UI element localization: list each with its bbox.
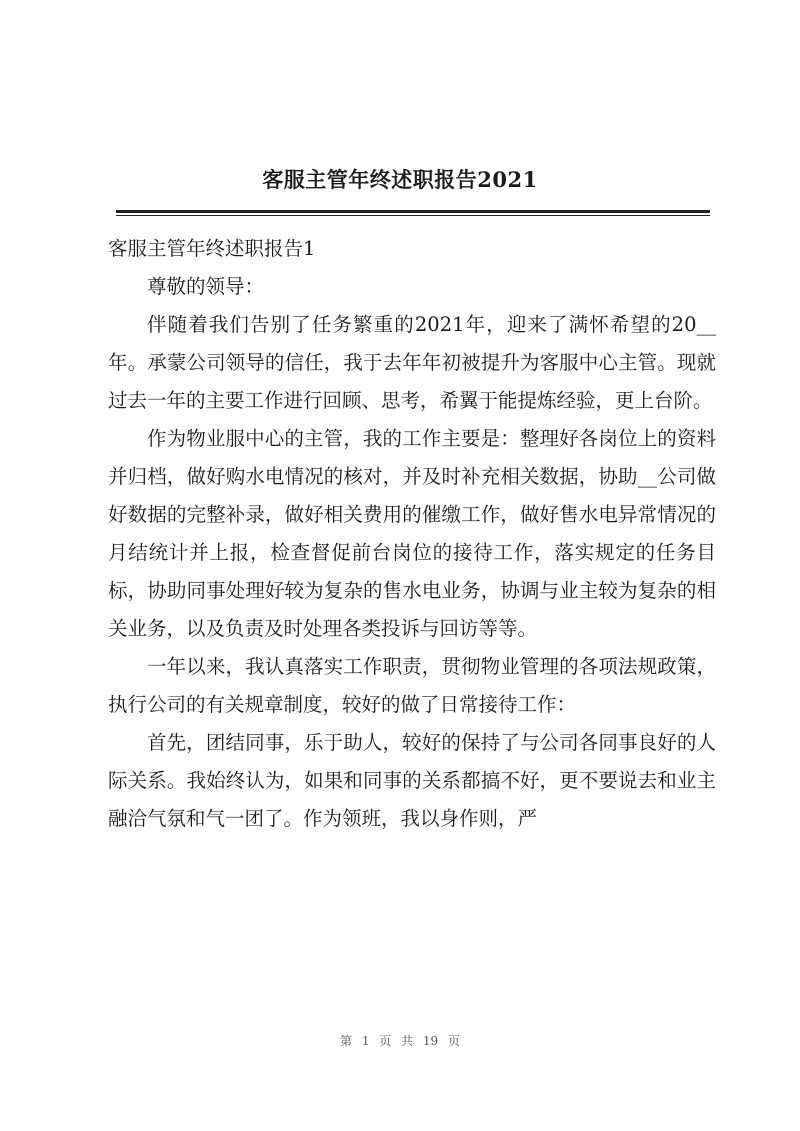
paragraph-3: 一年以来，我认真落实工作职责，贯彻物业管理的各项法规政策，执行公司的有关规章制度，较好的做了日常接待工作： — [108, 655, 716, 716]
page-number: 第 1 页 共 19 页 — [340, 1034, 460, 1048]
paragraph-2: 作为物业服中心的主管，我的工作主要是：整理好各岗位上的资料并归档，做好购水电情况的核对，并及时补充相关数据，协助__公司做好数据的完整补录，做好相关费用的催缴工作，做好售水电异常情况的月结统计并上报，检查督促前台岗位的接待工作，落实规定的任务目标，协助同事处理好较为复杂的售水电业务，协调与业主较为复杂的相关业务，以及负责及时处理各类投诉与回访等等。 — [108, 427, 716, 640]
title-divider-thin — [116, 215, 710, 216]
title-divider-thick — [116, 210, 710, 213]
section-heading: 客服主管年终述职报告1 — [108, 237, 316, 260]
document-body — [108, 230, 716, 838]
paragraph-4: 首先，团结同事，乐于助人，较好的保持了与公司各同事良好的人际关系。我始终认为，如果和同事的关系都搞不好，更不要说去和业主融洽气氛和气一团了。作为领班，我以身作则，严 — [108, 731, 716, 830]
salutation: 尊敬的领导： — [147, 275, 265, 298]
paragraph-1: 伴随着我们告别了任务繁重的2021年，迎来了满怀希望的20__年。承蒙公司领导的信任，我于去年年初被提升为客服中心主管。现就过去一年的主要工作进行回顾、思考，希翼于能提炼经验，更上台阶。 — [108, 313, 716, 412]
document-title: 客服主管年终述职报告2021 — [262, 167, 538, 192]
